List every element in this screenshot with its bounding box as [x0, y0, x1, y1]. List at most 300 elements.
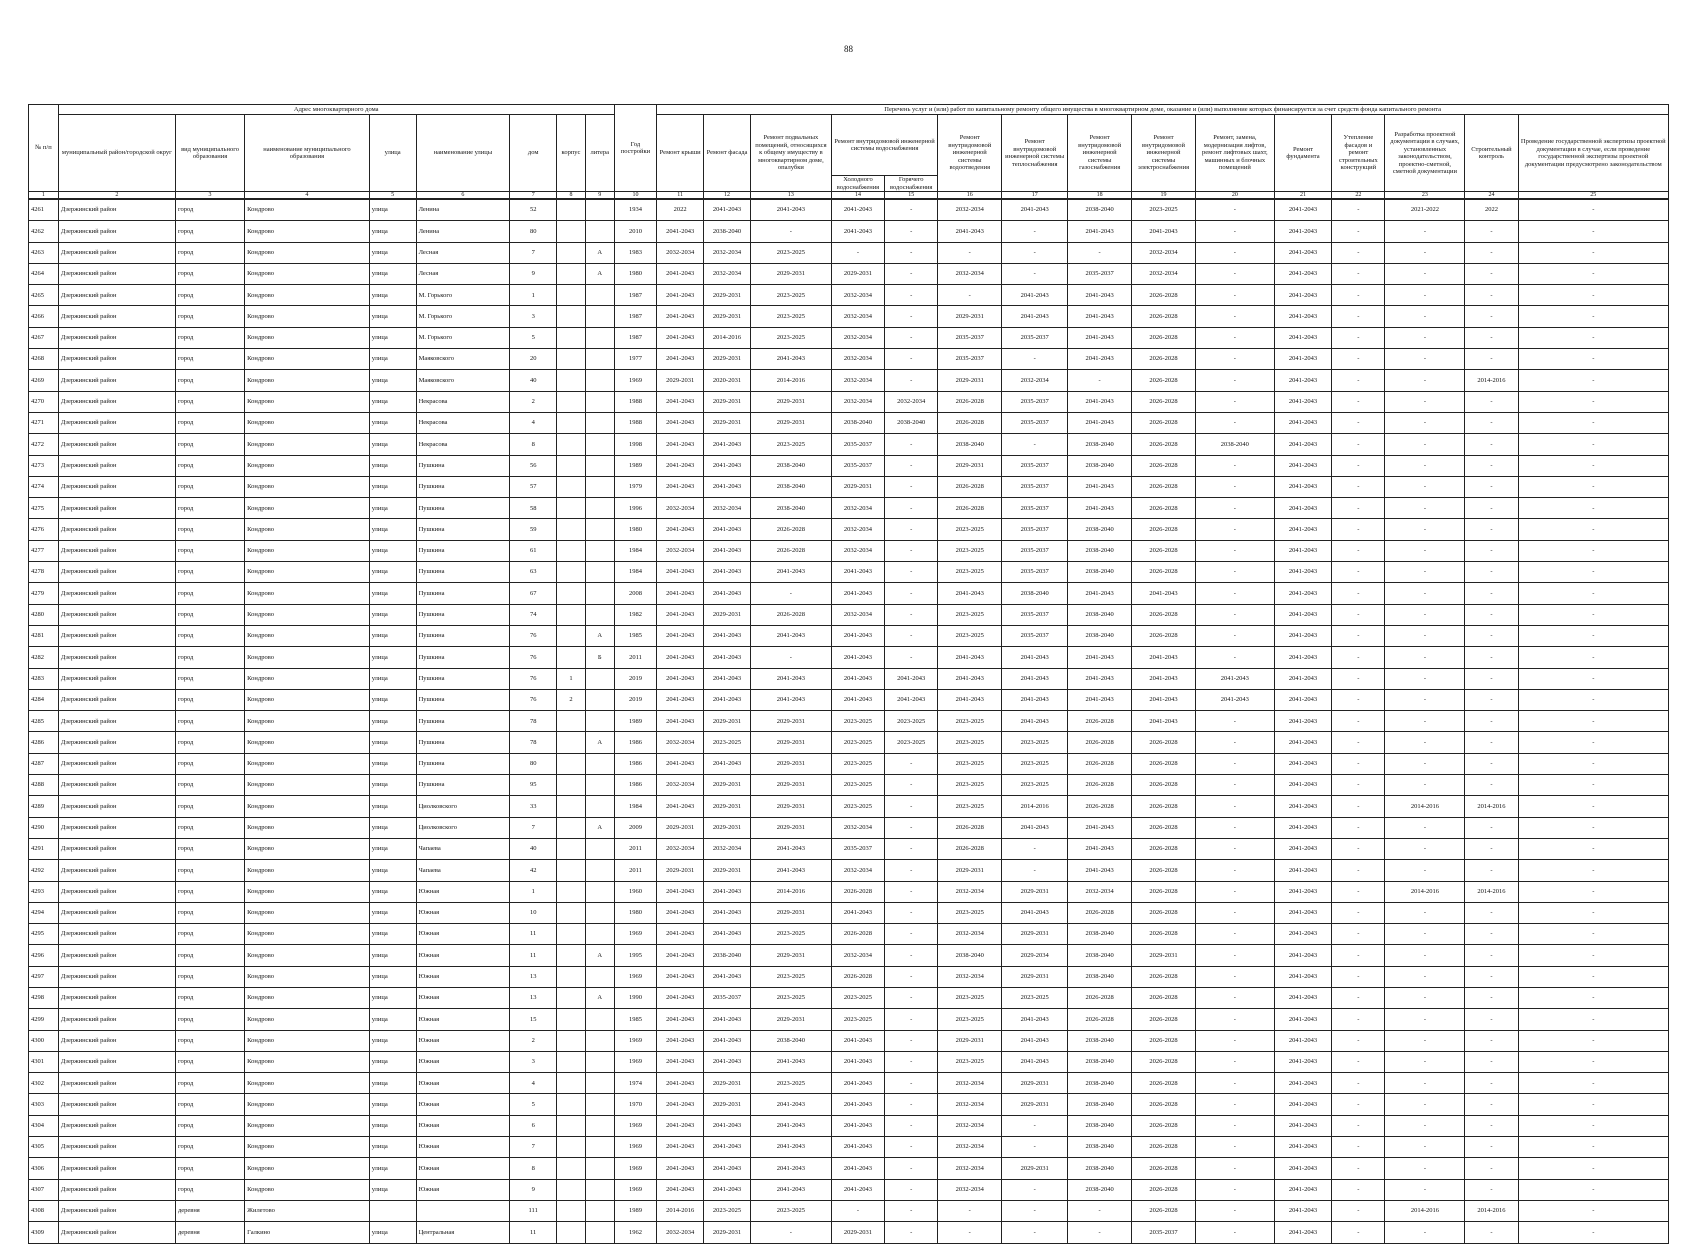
table-cell: 2038-2040: [1068, 434, 1132, 455]
table-cell: город: [175, 498, 244, 519]
table-cell: 2041-2043: [1002, 285, 1068, 306]
table-cell: Дзержинский район: [58, 732, 175, 753]
table-cell: Дзержинский район: [58, 412, 175, 433]
table-cell: 2041-2043: [1274, 434, 1332, 455]
table-cell: Центральная: [416, 1222, 510, 1243]
table-cell: -: [1465, 1009, 1518, 1030]
table-cell: -: [1195, 817, 1274, 838]
table-cell: -: [1465, 625, 1518, 646]
table-cell: Пушкина: [416, 583, 510, 604]
table-cell: 2029-2031: [750, 775, 831, 796]
table-cell: Дзержинский район: [58, 753, 175, 774]
table-cell: 4265: [29, 285, 59, 306]
table-cell: улица: [369, 455, 416, 476]
table-row: [29, 391, 1669, 412]
table-row: [29, 647, 1669, 668]
table-cell: Пушкина: [416, 519, 510, 540]
table-cell: 2038-2040: [1068, 1137, 1132, 1158]
table-cell: Ленина: [416, 199, 510, 221]
table-cell: улица: [369, 1137, 416, 1158]
table-cell: 2041-2043: [750, 668, 831, 689]
table-cell: 2041-2043: [657, 349, 704, 370]
table-cell: 2023-2025: [750, 966, 831, 987]
table-cell: 6: [510, 1115, 557, 1136]
table-cell: 8: [510, 1158, 557, 1179]
table-cell: 2032-2034: [831, 306, 884, 327]
table-cell: [557, 1222, 586, 1243]
table-cell: Кондрово: [245, 412, 370, 433]
table-cell: [585, 1158, 614, 1179]
table-cell: улица: [369, 1051, 416, 1072]
table-cell: 1: [510, 285, 557, 306]
table-cell: 2026-2028: [1132, 327, 1196, 348]
column-number: 22: [1332, 192, 1385, 200]
table-row: [29, 285, 1669, 306]
table-cell: [557, 1137, 586, 1158]
table-cell: город: [175, 199, 244, 221]
table-cell: 40: [510, 370, 557, 391]
table-cell: -: [1002, 838, 1068, 859]
table-cell: -: [885, 881, 938, 902]
table-cell: [585, 1030, 614, 1051]
table-cell: -: [1332, 753, 1385, 774]
table-cell: Ленина: [416, 221, 510, 242]
table-cell: 2041-2043: [1068, 327, 1132, 348]
table-cell: 4295: [29, 924, 59, 945]
table-cell: 2032-2034: [1002, 370, 1068, 391]
table-cell: улица: [369, 838, 416, 859]
table-row: [29, 242, 1669, 263]
table-cell: 2014-2016: [1465, 881, 1518, 902]
table-cell: [557, 987, 586, 1008]
table-cell: 2041-2043: [1274, 1009, 1332, 1030]
table-cell: 2014-2016: [1002, 796, 1068, 817]
table-cell: 2026-2028: [938, 476, 1002, 497]
table-cell: 7: [510, 242, 557, 263]
table-cell: Дзержинский район: [58, 775, 175, 796]
table-cell: Пушкина: [416, 753, 510, 774]
table-cell: 2041-2043: [657, 476, 704, 497]
table-cell: 1988: [614, 412, 657, 433]
table-cell: 2041-2043: [1274, 327, 1332, 348]
table-cell: 2014-2016: [1465, 370, 1518, 391]
table-cell: Кондрово: [245, 647, 370, 668]
table-cell: 2026-2028: [1132, 349, 1196, 370]
table-cell: 2029-2031: [657, 860, 704, 881]
table-cell: 2014-2016: [1385, 1200, 1465, 1221]
table-cell: [557, 924, 586, 945]
table-row: [29, 860, 1669, 881]
table-cell: -: [1332, 604, 1385, 625]
table-cell: 2032-2034: [657, 732, 704, 753]
table-cell: Дзержинский район: [58, 370, 175, 391]
table-cell: -: [885, 519, 938, 540]
table-cell: 10: [510, 902, 557, 923]
table-cell: 2041-2043: [1274, 987, 1332, 1008]
table-cell: 2038-2040: [938, 434, 1002, 455]
table-cell: Пушкина: [416, 647, 510, 668]
table-cell: -: [1465, 285, 1518, 306]
table-cell: 2026-2028: [831, 881, 884, 902]
table-cell: 4280: [29, 604, 59, 625]
table-cell: 4306: [29, 1158, 59, 1179]
table-cell: 20: [510, 349, 557, 370]
table-cell: -: [1465, 1073, 1518, 1094]
table-cell: -: [1332, 562, 1385, 583]
table-cell: 2029-2031: [704, 1073, 751, 1094]
table-row: [29, 1222, 1669, 1243]
table-cell: А: [585, 732, 614, 753]
col-num: № п/п: [29, 105, 59, 192]
table-cell: 2023-2025: [938, 604, 1002, 625]
table-cell: 2032-2034: [831, 370, 884, 391]
table-cell: -: [1332, 689, 1385, 710]
table-cell: 2041-2043: [750, 689, 831, 710]
table-cell: 2014-2016: [1465, 1200, 1518, 1221]
table-cell: [585, 1179, 614, 1200]
table-cell: 2026-2028: [1132, 838, 1196, 859]
table-cell: [585, 1009, 614, 1030]
table-cell: -: [1002, 263, 1068, 284]
table-cell: 2029-2034: [1002, 945, 1068, 966]
table-cell: 2041-2043: [657, 412, 704, 433]
table-cell: 2041-2043: [750, 1137, 831, 1158]
table-cell: 4282: [29, 647, 59, 668]
col-hot-water: Горячего водоснабжения: [885, 176, 938, 192]
table-cell: -: [938, 242, 1002, 263]
table-cell: -: [1518, 711, 1668, 732]
table-cell: город: [175, 881, 244, 902]
table-cell: -: [1518, 199, 1668, 221]
table-cell: -: [1465, 327, 1518, 348]
table-cell: Кондрово: [245, 732, 370, 753]
column-number: 13: [750, 192, 831, 200]
table-cell: 2041-2043: [704, 1030, 751, 1051]
table-cell: 2023-2025: [938, 711, 1002, 732]
table-cell: -: [885, 583, 938, 604]
table-cell: 1969: [614, 1137, 657, 1158]
table-cell: 2041-2043: [704, 434, 751, 455]
table-cell: 2026-2028: [1132, 412, 1196, 433]
table-cell: [585, 434, 614, 455]
table-cell: 2026-2028: [1132, 1009, 1196, 1030]
table-cell: 2041-2043: [750, 562, 831, 583]
table-cell: 63: [510, 562, 557, 583]
table-cell: -: [885, 1051, 938, 1072]
table-cell: 2026-2028: [1068, 753, 1132, 774]
table-row: [29, 1179, 1669, 1200]
table-cell: улица: [369, 1222, 416, 1243]
table-cell: -: [885, 1137, 938, 1158]
table-cell: -: [1068, 242, 1132, 263]
table-cell: улица: [369, 817, 416, 838]
table-cell: 4262: [29, 221, 59, 242]
table-cell: город: [175, 753, 244, 774]
table-cell: -: [1385, 1051, 1465, 1072]
table-cell: 2023-2025: [704, 1200, 751, 1221]
table-cell: 1984: [614, 796, 657, 817]
table-cell: улица: [369, 711, 416, 732]
table-cell: город: [175, 966, 244, 987]
table-cell: -: [1518, 604, 1668, 625]
table-cell: 2041-2043: [1274, 519, 1332, 540]
table-cell: 2038-2040: [1068, 945, 1132, 966]
table-cell: -: [1002, 242, 1068, 263]
table-cell: 42: [510, 860, 557, 881]
table-cell: 2041-2043: [1274, 1030, 1332, 1051]
table-cell: 2032-2034: [831, 349, 884, 370]
table-cell: 2038-2040: [750, 498, 831, 519]
col-gas: Ремонт внутридомовой инженерной системы газоснабжения: [1068, 115, 1132, 192]
table-cell: 78: [510, 711, 557, 732]
table-cell: [557, 711, 586, 732]
table-cell: -: [1465, 476, 1518, 497]
table-cell: -: [1332, 711, 1385, 732]
col-water-group: Ремонт внутридомовой инженерной системы водоснабжения: [831, 115, 937, 176]
table-cell: -: [1385, 1179, 1465, 1200]
table-cell: 2038-2040: [1068, 1073, 1132, 1094]
table-cell: [557, 349, 586, 370]
table-cell: 2029-2031: [750, 711, 831, 732]
table-cell: -: [1465, 221, 1518, 242]
table-cell: улица: [369, 242, 416, 263]
table-cell: 4288: [29, 775, 59, 796]
col-state-expertise: Проведение государственной экспертизы проектной документации в случае, если проведение государственной экспертизы проектной документации предусмотрено законодательством: [1518, 115, 1668, 192]
table-cell: [585, 924, 614, 945]
table-cell: -: [1518, 1158, 1668, 1179]
table-cell: -: [1195, 1137, 1274, 1158]
table-cell: -: [1465, 455, 1518, 476]
table-cell: 2029-2031: [657, 817, 704, 838]
table-cell: 2041-2043: [1002, 647, 1068, 668]
table-cell: [557, 306, 586, 327]
table-cell: -: [885, 540, 938, 561]
table-cell: -: [1465, 817, 1518, 838]
table-cell: -: [1465, 583, 1518, 604]
table-cell: 2041-2043: [1274, 583, 1332, 604]
table-cell: город: [175, 817, 244, 838]
table-cell: 76: [510, 625, 557, 646]
column-number: 25: [1518, 192, 1668, 200]
table-cell: улица: [369, 1030, 416, 1051]
table-cell: -: [1518, 1009, 1668, 1030]
table-cell: 2014-2016: [657, 1200, 704, 1221]
table-cell: 2023-2025: [750, 987, 831, 1008]
table-cell: 2041-2043: [1274, 498, 1332, 519]
table-cell: Кондрово: [245, 625, 370, 646]
table-cell: 2035-2037: [938, 349, 1002, 370]
table-cell: Кондрово: [245, 668, 370, 689]
table-cell: -: [1332, 519, 1385, 540]
table-cell: Дзержинский район: [58, 860, 175, 881]
table-row: [29, 327, 1669, 348]
table-cell: 2032-2034: [938, 1115, 1002, 1136]
table-cell: Пушкина: [416, 540, 510, 561]
table-cell: 2032-2034: [938, 263, 1002, 284]
table-cell: деревня: [175, 1200, 244, 1221]
table-cell: Кондрово: [245, 519, 370, 540]
table-cell: -: [1332, 391, 1385, 412]
table-cell: Кондрово: [245, 838, 370, 859]
table-cell: -: [938, 1200, 1002, 1221]
table-cell: 2041-2043: [1274, 370, 1332, 391]
table-cell: улица: [369, 775, 416, 796]
table-cell: 2035-2037: [831, 838, 884, 859]
table-cell: -: [1385, 1115, 1465, 1136]
table-cell: -: [1465, 349, 1518, 370]
table-cell: Дзержинский район: [58, 924, 175, 945]
table-cell: 2041-2043: [1274, 306, 1332, 327]
table-cell: 2014-2016: [1465, 796, 1518, 817]
table-cell: -: [885, 1073, 938, 1094]
table-cell: 2041-2043: [1002, 689, 1068, 710]
table-cell: -: [1195, 711, 1274, 732]
table-cell: -: [885, 966, 938, 987]
table-cell: Южная: [416, 924, 510, 945]
table-cell: Пушкина: [416, 775, 510, 796]
column-number: 4: [245, 192, 370, 200]
table-cell: 2029-2031: [831, 1222, 884, 1243]
table-cell: 1998: [614, 434, 657, 455]
table-cell: 2032-2034: [704, 838, 751, 859]
table-cell: 2029-2031: [750, 902, 831, 923]
table-cell: 2041-2043: [1274, 1115, 1332, 1136]
table-cell: улица: [369, 945, 416, 966]
table-cell: 2041-2043: [657, 1094, 704, 1115]
table-cell: [585, 1073, 614, 1094]
table-cell: -: [1518, 860, 1668, 881]
table-cell: 2041-2043: [1274, 1158, 1332, 1179]
table-cell: 2026-2028: [1132, 732, 1196, 753]
table-cell: -: [1195, 285, 1274, 306]
table-cell: город: [175, 711, 244, 732]
table-cell: 1979: [614, 476, 657, 497]
table-cell: 2032-2034: [831, 391, 884, 412]
table-cell: -: [1385, 583, 1465, 604]
table-cell: -: [1465, 711, 1518, 732]
table-cell: Дзержинский район: [58, 817, 175, 838]
table-cell: 2014-2016: [750, 370, 831, 391]
table-cell: Южная: [416, 966, 510, 987]
table-cell: [557, 945, 586, 966]
table-cell: 1984: [614, 540, 657, 561]
table-cell: -: [1385, 349, 1465, 370]
table-cell: 2038-2040: [1068, 562, 1132, 583]
table-cell: -: [1195, 775, 1274, 796]
table-cell: -: [1332, 412, 1385, 433]
table-cell: -: [1385, 306, 1465, 327]
table-cell: 2032-2034: [1132, 263, 1196, 284]
table-cell: -: [1518, 945, 1668, 966]
table-cell: улица: [369, 604, 416, 625]
table-cell: 2041-2043: [704, 1009, 751, 1030]
table-cell: [557, 391, 586, 412]
table-cell: -: [1332, 860, 1385, 881]
table-cell: Кондрово: [245, 1030, 370, 1051]
table-cell: 2041-2043: [1195, 668, 1274, 689]
table-cell: -: [1332, 476, 1385, 497]
table-cell: 4308: [29, 1200, 59, 1221]
table-cell: 2026-2028: [1132, 1094, 1196, 1115]
table-cell: -: [1332, 370, 1385, 391]
table-cell: 2041-2043: [657, 1051, 704, 1072]
col-heat: Ремонт внутридомовой инженерной системы теплоснабжения: [1002, 115, 1068, 192]
table-cell: 4292: [29, 860, 59, 881]
table-cell: -: [1195, 1030, 1274, 1051]
table-cell: -: [1332, 775, 1385, 796]
table-cell: 2041-2043: [1274, 285, 1332, 306]
table-cell: Кондрово: [245, 540, 370, 561]
table-cell: -: [1465, 668, 1518, 689]
table-cell: 2026-2028: [1132, 562, 1196, 583]
table-row: [29, 1115, 1669, 1136]
table-cell: 2041-2043: [704, 476, 751, 497]
table-cell: улица: [369, 902, 416, 923]
table-cell: 2038-2040: [1002, 583, 1068, 604]
table-cell: Дзержинский район: [58, 562, 175, 583]
table-cell: [585, 1115, 614, 1136]
table-cell: Южная: [416, 945, 510, 966]
table-cell: Дзержинский район: [58, 391, 175, 412]
column-number: 19: [1132, 192, 1196, 200]
table-cell: 2041-2043: [1068, 668, 1132, 689]
table-cell: -: [1195, 455, 1274, 476]
table-cell: Пушкина: [416, 455, 510, 476]
table-cell: 4275: [29, 498, 59, 519]
table-cell: 2038-2040: [831, 412, 884, 433]
table-cell: 2041-2043: [1274, 349, 1332, 370]
table-cell: -: [1195, 583, 1274, 604]
table-cell: 2041-2043: [1002, 668, 1068, 689]
table-cell: 2009: [614, 817, 657, 838]
table-cell: -: [1002, 1115, 1068, 1136]
column-number: 14: [831, 192, 884, 200]
table-cell: город: [175, 540, 244, 561]
table-cell: 2032-2034: [938, 1094, 1002, 1115]
table-cell: Южная: [416, 987, 510, 1008]
table-cell: 9: [510, 263, 557, 284]
table-cell: Дзержинский район: [58, 583, 175, 604]
table-cell: 2041-2043: [831, 562, 884, 583]
table-cell: -: [885, 370, 938, 391]
table-cell: 1: [510, 881, 557, 902]
table-cell: 2029-2031: [1002, 1158, 1068, 1179]
table-cell: 2041-2043: [1274, 604, 1332, 625]
table-cell: Чапаева: [416, 838, 510, 859]
table-cell: [585, 1222, 614, 1243]
table-cell: -: [1332, 796, 1385, 817]
table-cell: город: [175, 1073, 244, 1094]
table-cell: 2041-2043: [1274, 455, 1332, 476]
table-row: [29, 945, 1669, 966]
table-cell: -: [1518, 370, 1668, 391]
table-cell: -: [1195, 625, 1274, 646]
table-cell: 2041-2043: [750, 1158, 831, 1179]
table-cell: 2041-2043: [885, 689, 938, 710]
table-cell: улица: [369, 540, 416, 561]
table-cell: 2026-2028: [1068, 732, 1132, 753]
table-cell: 2023-2025: [831, 711, 884, 732]
table-cell: Лесная: [416, 242, 510, 263]
table-row: [29, 902, 1669, 923]
table-row: [29, 838, 1669, 859]
table-cell: 2041-2043: [704, 924, 751, 945]
col-district: муниципальный район/городской округ: [58, 115, 175, 192]
table-cell: город: [175, 689, 244, 710]
table-cell: -: [1518, 391, 1668, 412]
table-cell: 2041-2043: [657, 327, 704, 348]
table-cell: город: [175, 583, 244, 604]
